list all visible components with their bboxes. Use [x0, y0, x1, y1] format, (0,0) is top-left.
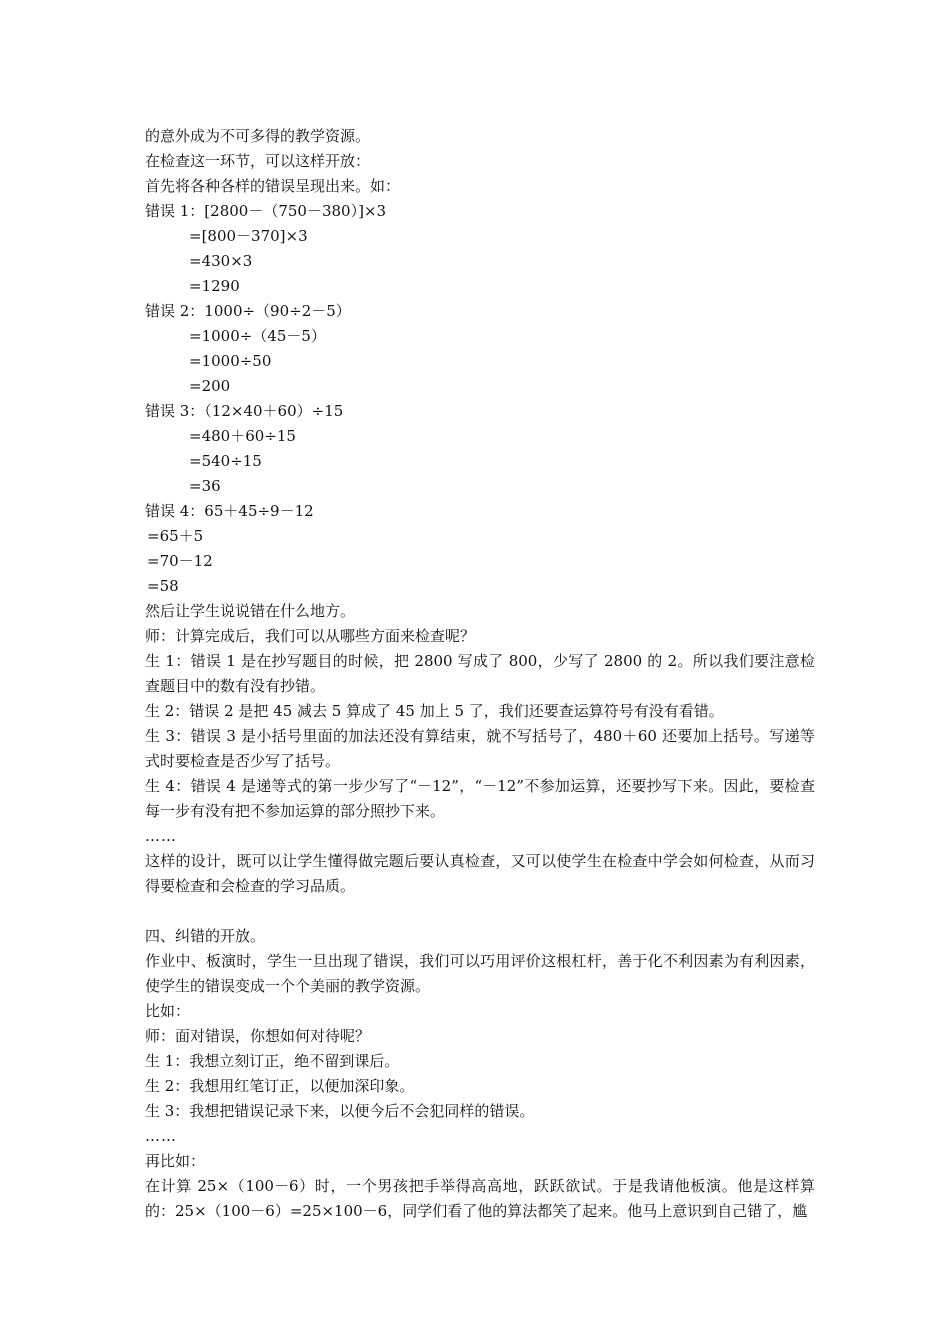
calc-step: =70－12 [147, 552, 213, 570]
paragraph: 在计算 25×（100－6）时，一个男孩把手举得高高地，跃跃欲试。于是我请他板演。他是这样算的：25×（100－6）=25×100－6，同学们看了他的算法都笑了起来。他马上意识到自己错了，尴 [145, 1177, 815, 1220]
error-1-heading: 错误 1：[2800－（750－380）]×3 [145, 202, 387, 220]
student-1-answer: 生 1：我想立刻订正，绝不留到课后。 [145, 1052, 400, 1070]
student-1-answer: 生 1：错误 1 是在抄写题目的时候，把 2800 写成了 800，少写了 2800 的 2。所以我们要注意检查题目中的数有没有抄错。 [145, 652, 815, 695]
student-2-answer: 生 2：我想用红笔订正，以便加深印象。 [145, 1077, 415, 1095]
text-line: 在检查这一环节，可以这样开放： [145, 152, 371, 170]
ellipsis: …… [145, 1127, 177, 1145]
calc-step: =36 [189, 477, 221, 495]
ellipsis: …… [145, 827, 177, 845]
student-3-answer: 生 3：我想把错误记录下来，以便今后不会犯同样的错误。 [145, 1102, 535, 1120]
error-3-heading: 错误 3：（12×40＋60）÷15 [145, 402, 344, 420]
calc-step: =1000÷50 [189, 352, 272, 370]
calc-step: =[800－370]×3 [189, 227, 308, 245]
document-body [145, 124, 815, 1224]
paragraph: 这样的设计，既可以让学生懂得做完题后要认真检查，又可以使学生在检查中学会如何检查，从而习得要检查和会检查的学习品质。 [145, 852, 815, 895]
paragraph: 作业中、板演时，学生一旦出现了错误，我们可以巧用评价这根杠杆，善于化不利因素为有利因素，使学生的错误变成一个个美丽的教学资源。 [145, 952, 815, 995]
text-line: 然后让学生说说错在什么地方。 [145, 602, 356, 620]
error-4-heading: 错误 4：65＋45÷9－12 [145, 502, 314, 520]
calc-step: =200 [189, 377, 231, 395]
text-line: 首先将各种各样的错误呈现出来。如： [145, 177, 401, 195]
student-2-answer: 生 2：错误 2 是把 45 减去 5 算成了 45 加上 5 了，我们还要查运算符号有没有看错。 [145, 702, 724, 720]
calc-step: =430×3 [189, 252, 253, 270]
text-line: 比如： [145, 1002, 191, 1020]
calc-step: =540÷15 [189, 452, 262, 470]
text-line: 再比如： [145, 1152, 206, 1170]
teacher-question: 师：计算完成后，我们可以从哪些方面来检查呢？ [145, 627, 476, 645]
calc-step: =1290 [189, 277, 240, 295]
text-line: 的意外成为不可多得的教学资源。 [145, 127, 371, 145]
student-3-answer: 生 3：错误 3 是小括号里面的加法还没有算结束，就不写括号了，480＋60 还要加上括号。写递等式时要检查是否少写了括号。 [145, 727, 815, 770]
spacer [145, 899, 815, 924]
student-4-answer: 生 4：错误 4 是递等式的第一步少写了“－12”，“－12”不参加运算，还要抄写下来。因此，要检查每一步有没有把不参加运算的部分照抄下来。 [145, 777, 815, 820]
calc-step: =58 [147, 577, 179, 595]
teacher-question: 师：面对错误，你想如何对待呢？ [145, 1027, 371, 1045]
calc-step: =1000÷（45－5） [189, 327, 326, 345]
calc-step: =480＋60÷15 [189, 427, 296, 445]
error-2-heading: 错误 2：1000÷（90÷2－5） [145, 302, 351, 320]
calc-step: =65＋5 [147, 527, 204, 545]
section-heading: 四、纠错的开放。 [145, 927, 266, 945]
